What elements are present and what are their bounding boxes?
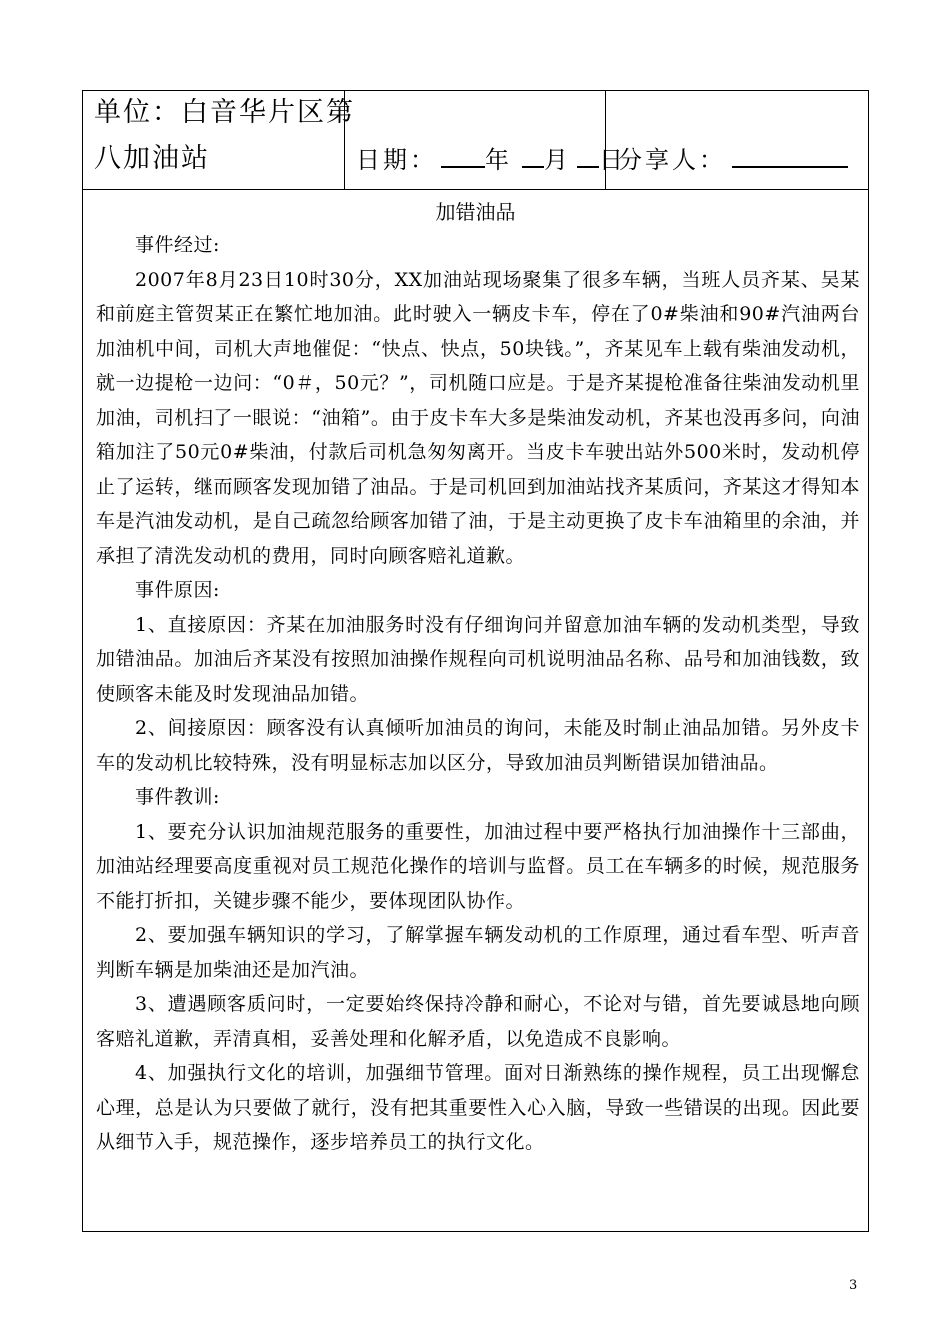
- lesson-heading: 事件教训:: [135, 786, 220, 808]
- lesson-paragraph: 1、要充分认识加油规范服务的重要性，加油过程中要严格执行加油操作十三部曲，加油站经理要高度重视对员工规范化操作的培训与监督。员工在车辆多的时候，规范服务不能打折扣，关键步骤不能少，要体现团队协作。: [96, 820, 860, 912]
- date-field: [356, 140, 626, 175]
- header-divider: [82, 189, 869, 190]
- day-blank: [577, 140, 599, 168]
- date-label: 日期：: [356, 146, 437, 174]
- sharer-label: 分享人：: [618, 146, 726, 174]
- cause-indirect-paragraph: 2、间接原因：顾客没有认真倾听加油员的询问，未能及时制止油品加错。另外皮卡车的发动机比较特殊，没有明显标志加以区分，导致加油员判断错误加错油品。: [96, 717, 860, 774]
- year-blank: [441, 140, 485, 168]
- lesson-paragraph: 2、要加强车辆知识的学习，了解掌握车辆发动机的工作原理，通过看车型、听声音判断车辆是加柴油还是加汽油。: [96, 924, 860, 981]
- process-heading: 事件经过:: [135, 234, 220, 256]
- lesson-paragraph: 4、加强执行文化的培训，加强细节管理。面对日渐熟练的操作规程，员工出现懈怠心理，总是认为只要做了就行，没有把其重要性入心入脑，导致一些错误的出现。因此要从细节入手，规范操作，逐步培养员工的执行文化。: [96, 1062, 860, 1153]
- document-title: 加错油品: [435, 200, 516, 224]
- month-label: 月: [544, 146, 571, 174]
- year-label: 年: [485, 146, 512, 174]
- unit-label-line2: 八加油站: [94, 143, 210, 174]
- day-label: 日: [599, 146, 626, 174]
- process-paragraph: 2007年8月23日10时30分，XX加油站现场聚集了很多车辆，当班人员齐某、吴某和前庭主管贺某正在繁忙地加油。此时驶入一辆皮卡车，停在了0#柴油和90#汽油两台加油机中间，司机大声地催促：“快点、快点，50块钱。”，齐某见车上载有柴油发动机，就一边提枪一边问：“0＃，50元？”，司机随口应是。于是齐某提枪准备往柴油发动机里加油，司机扫了一眼说：“油箱”。由于皮卡车大多是柴油发动机，齐某也没再多问，向油箱加注了50元0#柴油，付款后司机急匆匆离开。当皮卡车驶出站外500米时，发动机停止了运转，继而顾客发现加错了油品。于是司机回到加油站找齐某质问，齐某这才得知本车是汽油发动机，是自己疏忽给顾客加错了油，于是主动更换了皮卡车油箱里的余油，并承担了清洗发动机的费用，同时向顾客赔礼道歉。: [96, 268, 860, 567]
- sharer-blank: [732, 140, 848, 168]
- page-number: 3: [849, 1278, 858, 1293]
- sharer-field: [618, 140, 848, 175]
- unit-label-line1: 单位：白音华片区第: [94, 97, 355, 128]
- cause-direct-paragraph: 1、直接原因：齐某在加油服务时没有仔细询问并留意加油车辆的发动机类型，导致加错油品。加油后齐某没有按照加油操作规程向司机说明油品名称、品号和加油钱数，致使顾客未能及时发现油品加错。: [96, 613, 860, 705]
- lesson-paragraph: 3、遭遇顾客质问时，一定要始终保持冷静和耐心，不论对与错，首先要诚恳地向顾客赔礼道歉，弄清真相，妥善处理和化解矛盾，以免造成不良影响。: [96, 993, 860, 1050]
- cause-heading: 事件原因:: [135, 579, 220, 601]
- document-body: [96, 228, 860, 1160]
- month-blank: [522, 140, 544, 168]
